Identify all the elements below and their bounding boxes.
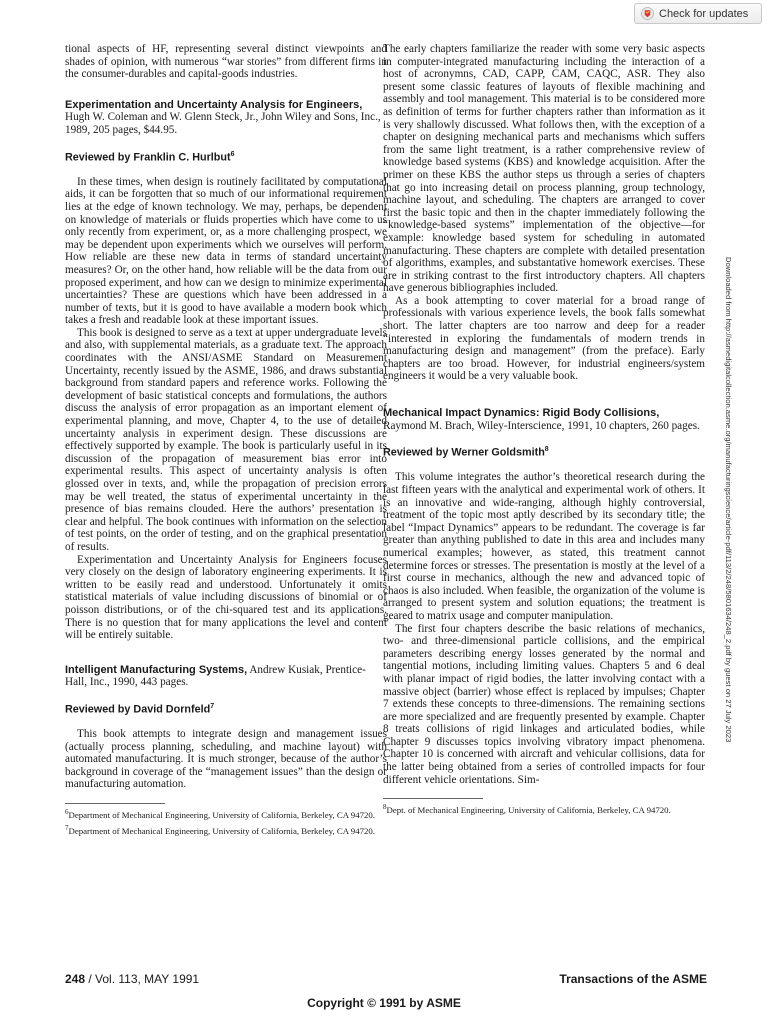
footnote-mark: 8 [544,446,549,454]
footnote-text: Department of Mechanical Engineering, University of California, Berkeley, CA 94720. [68,809,375,820]
footnotes [65,807,387,837]
left-column [65,43,387,837]
download-stamp: Downloaded from http://asmedigitalcollection.asme.org/manufacturingscience/article-pdf/113/2/248/5801634/248_2.pdf by guest on 27 July 2023 [724,257,733,743]
crossmark-icon [641,7,654,20]
body-paragraph: This book attempts to integrate design and management issues (actually process planning, scheduling, and machine layout) with automated manufacturing. It is much stronger, because of the author’s background in coverage of the “management issues” than the design or manufacturing automation. [65,728,387,791]
review-heading [383,407,705,432]
right-column [383,43,705,816]
check-for-updates-button[interactable] [634,3,762,24]
check-for-updates-label: Check for updates [659,7,749,20]
reviewer-name: Reviewed by Werner Goldsmith [383,446,545,459]
body-paragraph: This book is designed to serve as a text at upper undergraduate levels and also, with supplemental materials, as a graduate text. The approach coordinates with the ANSI/ASME Standard on Measurement Uncertainty, recently issued by the ASME, 1986, and draws substantial background from standard papers and reference works. Following the development of basic statistical concepts and formulations, the authors discuss the analysis of error propagation as an important element of experimental planning, and move, Chapter 4, to the use of detailed uncertainty analysis in experiment design. These discussions are effectively supported by example. The book is particularly useful in its discussion of the propagation of measurement bias error into experimental results. This aspect of uncertainty analysis is often glossed over in texts, and, while the propagation of precision errors may be well treated, the status of experimental uncertainty in the presence of bias remains clouded. Here the authors’ presentation is clear and helpful. The book continues with information on the selection of test points, on the order of testing, and on the graphical presentation of results. [65,326,387,553]
body-paragraph: The early chapters familiarize the reader with some very basic aspects in computer-integrated manufacturing including the interaction of a host of acronymns, CAD, CAPP, CAM, CAQC, ASR. They also present some classic features of layouts of flexible machining and assembly and tool management. This material is to be considered more as definition of terms for further chapters rather than information as it is very shallowly discussed. What follows then, with the exception of a chapter on designing mechanical parts and mechanisms which suffers from the same light treatment, is a rather comprehensive review of knowledge based systems (KBS) and knowledge acquisition. After the primer on these KBS the author steps us through a series of chapters that go into increasing detail on process planning, group technology, machine layout, and scheduling. The chapters are arranged to cover first the basic topic and then in the chapter immediately following the “knowledge-based systems” implementation of the objective—for example: knowledge based system for scheduling in automated manufacturing. These chapters are complete with detailed presentation of algorithms, examples, and substantative homework exercises. These are in striking contrast to the first introductory chapters. All chapters have generous bibliographies included. [383,43,705,295]
carryover-text: tional aspects of HF, representing several distinct viewpoints and shades of opinion, with numerous “war stories” from different firms in the consumer-durables and capital-goods industries. [65,43,387,81]
book-title: Mechanical Impact Dynamics: Rigid Body Collisions, [383,407,660,420]
reviewer-line [65,149,387,164]
body-paragraph: As a book attempting to cover material for a broad range of professionals with various experience levels, the book falls somewhat short. The latter chapters are too narrow and deep for a reader “interested in exploring the fundamentals of modern trends in manufacturing design and management” (from the preface). Early chapters are too broad. However, for industrial engineers/system engineers it would be a very valuable book. [383,294,705,383]
review-heading [65,99,387,137]
page-number: 248 [65,972,86,986]
footnote-text: Dept. of Mechanical Engineering, University of California, Berkeley, CA 94720. [386,805,671,816]
footnote [65,823,387,836]
reviewer-line [65,701,387,716]
book-title: Experimentation and Uncertainty Analysis for Engineers, [65,98,363,111]
review-heading [65,664,387,689]
footnote-rule [383,798,483,799]
footnote [65,807,387,820]
book-title: Intelligent Manufacturing Systems, [65,663,248,676]
body-paragraph: This volume integrates the author’s theoretical research during the last fifteen years with the analytical and experimental work of others. It is an innovative and wide-ranging, although highly controversial, treatment of the topic most aptly described by its secondary title; the label “Impact Dynamics” appears to be redundant. The coverage is far greater than anything published to date in this area and includes many numerical examples; however, as stated, this treatment cannot determine forces or stresses. The presentation is mostly at the level of a first course in mechanics, although the new and advanced topic of chaos is also included. When feasible, the organization of the volume is arranged to present system and solution equations; the treatment is geared to matrix usage and computer manipulation. [383,471,705,622]
body-paragraph: In these times, when design is routinely facilitated by computational aids, it can be forgotten that so much of our informational requirement lies at the edge of known technology. We may, perhaps, be dependent on knowledge of materials or fluids properties which have come to us only recently from experiment, or, as a more challenging prospect, we may be dependent upon experiments which we ourselves will perform. How reliable are these new data in terms of standard uncertainty measures? Or, on the other hand, how reliable will be the data from our proposed experiment, and how can we design to minimize experimental uncertainties? These are questions which have been addressed in a number of texts, but it is good to have available a modern book which takes a fresh and readable look at these important issues. [65,175,387,327]
footnote-mark: 6 [230,150,235,158]
footnote-mark: 7 [65,824,69,833]
footnote-mark: 7 [210,702,215,710]
reviewer-line [383,444,705,459]
book-details: Hugh W. Coleman and W. Glenn Steck, Jr., John Wiley and Sons, Inc., 1989, 205 pages, $44.95. [65,111,381,136]
footnote-rule [65,803,165,804]
journal-name: Transactions of the ASME [559,972,707,986]
footnote [383,802,705,815]
book-details: Andrew Kusiak, Prentice-Hall, Inc., 1990, 443 pages. [65,663,366,689]
body-paragraph: Experimentation and Uncertainty Analysis for Engineers focuses very closely on the design of laboratory engineering experiments. It is written to be easily read and understood. Unfortunately it omits statistical materials of value including discussions of binomial or of poisson distributions, or of the chi-squared test and its applications. There is no question that for many applications the level and content will be entirely suitable. [65,553,387,642]
footnote-mark: 8 [383,803,387,812]
footnotes [383,802,705,815]
page-folio [65,972,199,986]
reviewer-name: Reviewed by David Dornfeld [65,703,211,716]
volume-info: / Vol. 113, MAY 1991 [85,972,200,986]
reviewer-name: Reviewed by Franklin C. Hurlbut [65,151,231,164]
copyright-line: Copyright © 1991 by ASME [307,996,461,1010]
body-paragraph: The first four chapters describe the basic relations of mechanics, two- and three-dimensional particle collisions, and the empirical parameters describing energy losses generated by the normal and tangential motions, including limiting values. Chapters 5 and 6 deal with planar impact of rigid bodies, the latter involving contact with a massive object (barrier) whose effect is replaced by impulses; Chapter 7 extends these concepts to three-dimensions. The remaining sections are more specialized and are frequently presented by example. Chapter 8 treats collisions of rigid linkages and articulated bodies, while Chapter 9 discusses topics involving vibratory impact phenomena. Chapter 10 is concerned with aircraft and vehicular collisions, data for the latter being obtained from a series of controlled impacts for four different vehicle orientations. Sim- [383,622,705,786]
footnote-text: Department of Mechanical Engineering, University of California, Berkeley, CA 94720. [68,826,375,837]
footnote-mark: 6 [65,808,69,817]
book-details: Raymond M. Brach, Wiley-Interscience, 1991, 10 chapters, 260 pages. [383,419,700,432]
